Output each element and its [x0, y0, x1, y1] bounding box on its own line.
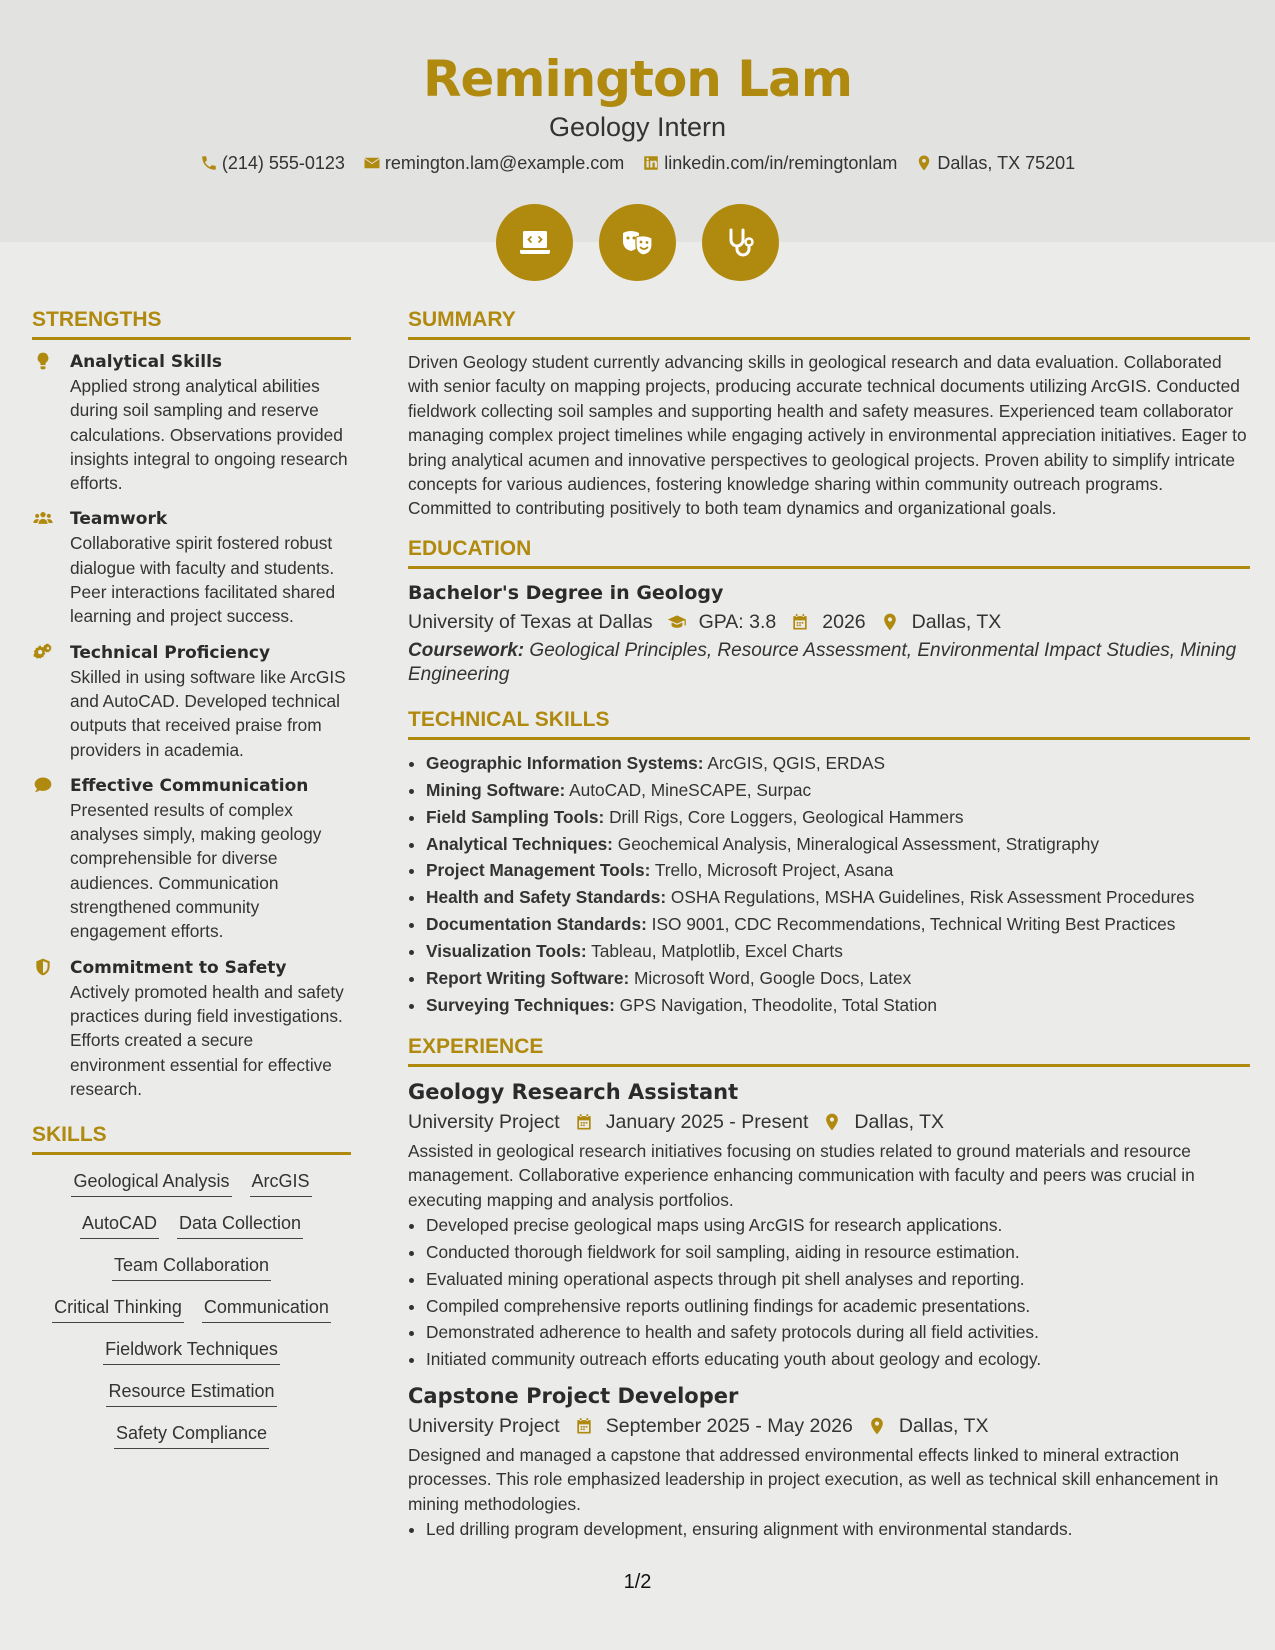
job-entry: [408, 1077, 1250, 1373]
strength-title: Analytical Skills: [70, 352, 223, 372]
strength-desc: Applied strong analytical abilities during soil sampling and reserve calculations. Observations provided insights integral to ongoing research efforts.: [70, 376, 348, 494]
education-school: University of Texas at Dallas: [408, 610, 653, 633]
contact-email-text: remington.lam@example.com: [384, 153, 625, 173]
theater-masks-icon: [618, 223, 658, 263]
candidate-name: Remington Lam: [423, 50, 852, 108]
job-location: Dallas, TX: [854, 1110, 945, 1133]
gears-icon: [32, 642, 54, 662]
contact-location-text: Dallas, TX 75201: [937, 153, 1076, 173]
tech-skill-value: ArcGIS, QGIS, ERDAS: [707, 752, 886, 773]
tech-skill-label: Documentation Standards:: [426, 914, 647, 935]
education-heading: EDUCATION: [408, 535, 1250, 569]
strength-title: Commitment to Safety: [70, 957, 287, 978]
right-column: [408, 306, 1250, 1543]
list-item: • Demonstrated adherence to health and safety protocols during all field activities.: [426, 1319, 1250, 1346]
job-meta: [408, 1411, 1250, 1441]
job-description: Designed and managed a capstone that addressed environmental effects linked to mineral extraction processes. This role emphasized leadership in project execution, as well as technical skill enhancement in mining methodologies.: [408, 1444, 1219, 1514]
coursework-list: Geological Principles, Resource Assessment, Environmental Impact Studies, Mining Engineering: [408, 639, 1237, 686]
contact-phone-text: (214) 555-0123: [221, 153, 345, 173]
tech-skill-value: OSHA Regulations, MSHA Guidelines, Risk Assessment Procedures: [670, 887, 1195, 908]
stethoscope-icon: [721, 223, 761, 263]
list-item: • Developed precise geological maps using ArcGIS for research applications.: [426, 1212, 1250, 1239]
skill-tag: Critical Thinking: [52, 1295, 184, 1323]
strength-desc: Skilled in using software like ArcGIS and AutoCAD. Developed technical outputs that received praise from providers in academia.: [70, 666, 346, 760]
laptop-code-icon: [515, 223, 555, 263]
calendar-icon: [574, 1112, 594, 1132]
page-number: 1/2: [623, 1571, 652, 1593]
technical-skills-list: [408, 750, 1250, 1019]
calendar-icon: [574, 1416, 594, 1436]
contact-email[interactable]: [363, 151, 624, 175]
technical-skills-heading: TECHNICAL SKILLS: [408, 706, 1250, 740]
list-item: [426, 911, 1250, 938]
list-item: [426, 777, 1250, 804]
linkedin-icon: [642, 154, 660, 172]
tech-skill-label: Report Writing Software:: [426, 968, 630, 989]
list-item: • Conducted thorough fieldwork for soil sampling, aiding in resource estimation.: [426, 1239, 1250, 1266]
contact-phone[interactable]: [200, 151, 345, 175]
education-meta: [408, 607, 1250, 637]
interest-circle-tech: [496, 204, 573, 281]
tech-skill-label: Mining Software:: [426, 779, 566, 800]
education-gpa: GPA: 3.8: [698, 610, 777, 633]
education-coursework: [408, 639, 1250, 688]
list-item: [426, 857, 1250, 884]
location-icon: [880, 612, 900, 632]
tech-skill-value: AutoCAD, MineSCAPE, Surpac: [569, 779, 812, 800]
skill-tag: AutoCAD: [80, 1211, 159, 1239]
tech-skill-label: Surveying Techniques:: [426, 995, 615, 1015]
strength-item: [32, 507, 351, 628]
strength-item: [32, 774, 351, 944]
interest-circle-theater: [599, 204, 676, 281]
location-icon: [915, 154, 933, 172]
skill-tag: Fieldwork Techniques: [103, 1337, 280, 1365]
graduation-cap-icon: [667, 612, 687, 632]
tech-skill-label: Project Management Tools:: [426, 860, 651, 881]
strength-title: Effective Communication: [70, 775, 309, 796]
job-entry: [408, 1381, 1250, 1543]
experience-heading: EXPERIENCE: [408, 1033, 1250, 1067]
job-bullets: [408, 1516, 1250, 1543]
skill-tag: Communication: [202, 1295, 331, 1323]
skill-tag: Geological Analysis: [71, 1169, 231, 1197]
tech-skill-value: Tableau, Matplotlib, Excel Charts: [591, 941, 843, 962]
list-item: • Initiated community outreach efforts educating youth about geology and ecology.: [426, 1346, 1250, 1373]
strength-item: [32, 641, 351, 762]
location-icon: [867, 1416, 887, 1436]
contact-linkedin[interactable]: [642, 151, 897, 175]
strength-desc: Actively promoted health and safety practices during field investigations. Efforts created a secure environment essential for effective research.: [70, 981, 344, 1099]
skill-tag: Data Collection: [177, 1211, 303, 1239]
tech-skill-label: Analytical Techniques:: [426, 833, 613, 854]
lightbulb-icon: [32, 351, 54, 371]
coursework-label: Coursework:: [408, 639, 525, 661]
list-item: [426, 938, 1250, 965]
summary-text: Driven Geology student currently advancing skills in geological research and data evaluation. Collaborated with senior faculty on mapping projects, producing accurate technical documents utilizing ArcGIS. Conducted fieldwork collecting soil samples and supporting health and safety measures. Experienced team collaborator managing complex project timelines while engaging actively in environmental appreciation initiatives. Eager to bring analytical acumen and innovative perspectives to geological projects. Proven ability to simplify intricate concepts for various audiences, fostering knowledge sharing within community outreach programs. Committed to contributing positively to both team dynamics and organizational goals.: [408, 352, 1247, 519]
job-bullets: [408, 1212, 1250, 1373]
tech-skill-value: Trello, Microsoft Project, Asana: [654, 860, 894, 881]
list-item: [426, 965, 1250, 992]
job-description: Assisted in geological research initiatives focusing on studies related to ground materials and resource management. Collaborative experience enhancing communication with faculty and peers was crucial in executing mapping and analysis portfolios.: [408, 1140, 1195, 1210]
skills-tags: [32, 1165, 351, 1449]
job-dates: January 2025 - Present: [605, 1110, 809, 1133]
email-icon: [363, 154, 381, 172]
tech-skill-label: Geographic Information Systems:: [426, 752, 704, 773]
calendar-icon: [790, 612, 810, 632]
interest-circle-health: [702, 204, 779, 281]
contact-location: [915, 151, 1075, 175]
education-degree: Bachelor's Degree in Geology: [408, 581, 724, 604]
location-icon: [822, 1112, 842, 1132]
skills-heading: SKILLS: [32, 1121, 351, 1155]
strength-desc: Presented results of complex analyses simply, making geology comprehensible for diverse audiences. Communication strengthened community engagement efforts.: [70, 799, 322, 942]
skill-tag: ArcGIS: [250, 1169, 312, 1197]
job-meta: [408, 1107, 1250, 1137]
job-org: University Project: [408, 1110, 560, 1133]
list-item: [426, 992, 1250, 1019]
job-dates: September 2025 - May 2026: [605, 1414, 853, 1437]
list-item: • Led drilling program development, ensuring alignment with environmental standards.: [426, 1516, 1250, 1543]
list-item: [426, 750, 1250, 777]
skill-tag: Safety Compliance: [114, 1421, 269, 1449]
strength-title: Teamwork: [70, 509, 168, 530]
list-item: [426, 831, 1250, 858]
education-year: 2026: [822, 610, 866, 633]
skill-tag: Team Collaboration: [112, 1253, 271, 1281]
job-title: Capstone Project Developer: [408, 1383, 739, 1408]
tech-skill-value: GPS Navigation, Theodolite, Total Station: [619, 995, 938, 1015]
users-icon: [32, 508, 54, 528]
strength-item: [32, 350, 351, 495]
education-location: Dallas, TX: [911, 610, 1002, 633]
tech-skill-label: Field Sampling Tools:: [426, 806, 605, 827]
skill-tag: Resource Estimation: [106, 1379, 276, 1407]
tech-skill-value: Geochemical Analysis, Mineralogical Assessment, Stratigraphy: [617, 833, 1099, 854]
contact-linkedin-text: linkedin.com/in/remingtonlam: [664, 153, 898, 173]
list-item: [426, 804, 1250, 831]
strengths-heading: STRENGTHS: [32, 306, 351, 340]
job-location: Dallas, TX: [898, 1414, 989, 1437]
tech-skill-label: Health and Safety Standards:: [426, 887, 667, 908]
list-item: • Evaluated mining operational aspects through pit shell analyses and reporting.: [426, 1266, 1250, 1293]
list-item: • Compiled comprehensive reports outlining findings for academic presentations.: [426, 1293, 1250, 1320]
candidate-title: Geology Intern: [548, 112, 727, 142]
job-org: University Project: [408, 1414, 560, 1437]
contact-row: [0, 151, 1275, 175]
left-column: [32, 306, 351, 1449]
job-title: Geology Research Assistant: [408, 1079, 739, 1104]
tech-skill-value: Drill Rigs, Core Loggers, Geological Hammers: [609, 806, 964, 827]
strength-title: Technical Proficiency: [70, 642, 271, 663]
interest-icons: [0, 204, 1275, 281]
tech-skill-value: ISO 9001, CDC Recommendations, Technical Writing Best Practices: [651, 914, 1176, 935]
shield-icon: [32, 957, 54, 977]
strength-desc: Collaborative spirit fostered robust dialogue with faculty and students. Peer interactions facilitated shared learning and project success.: [70, 533, 336, 627]
tech-skill-label: Visualization Tools:: [426, 941, 587, 962]
strength-item: [32, 956, 351, 1101]
phone-icon: [200, 154, 218, 172]
summary-heading: SUMMARY: [408, 306, 1250, 340]
comment-icon: [32, 775, 54, 795]
tech-skill-value: Microsoft Word, Google Docs, Latex: [634, 968, 912, 989]
list-item: [426, 884, 1250, 911]
